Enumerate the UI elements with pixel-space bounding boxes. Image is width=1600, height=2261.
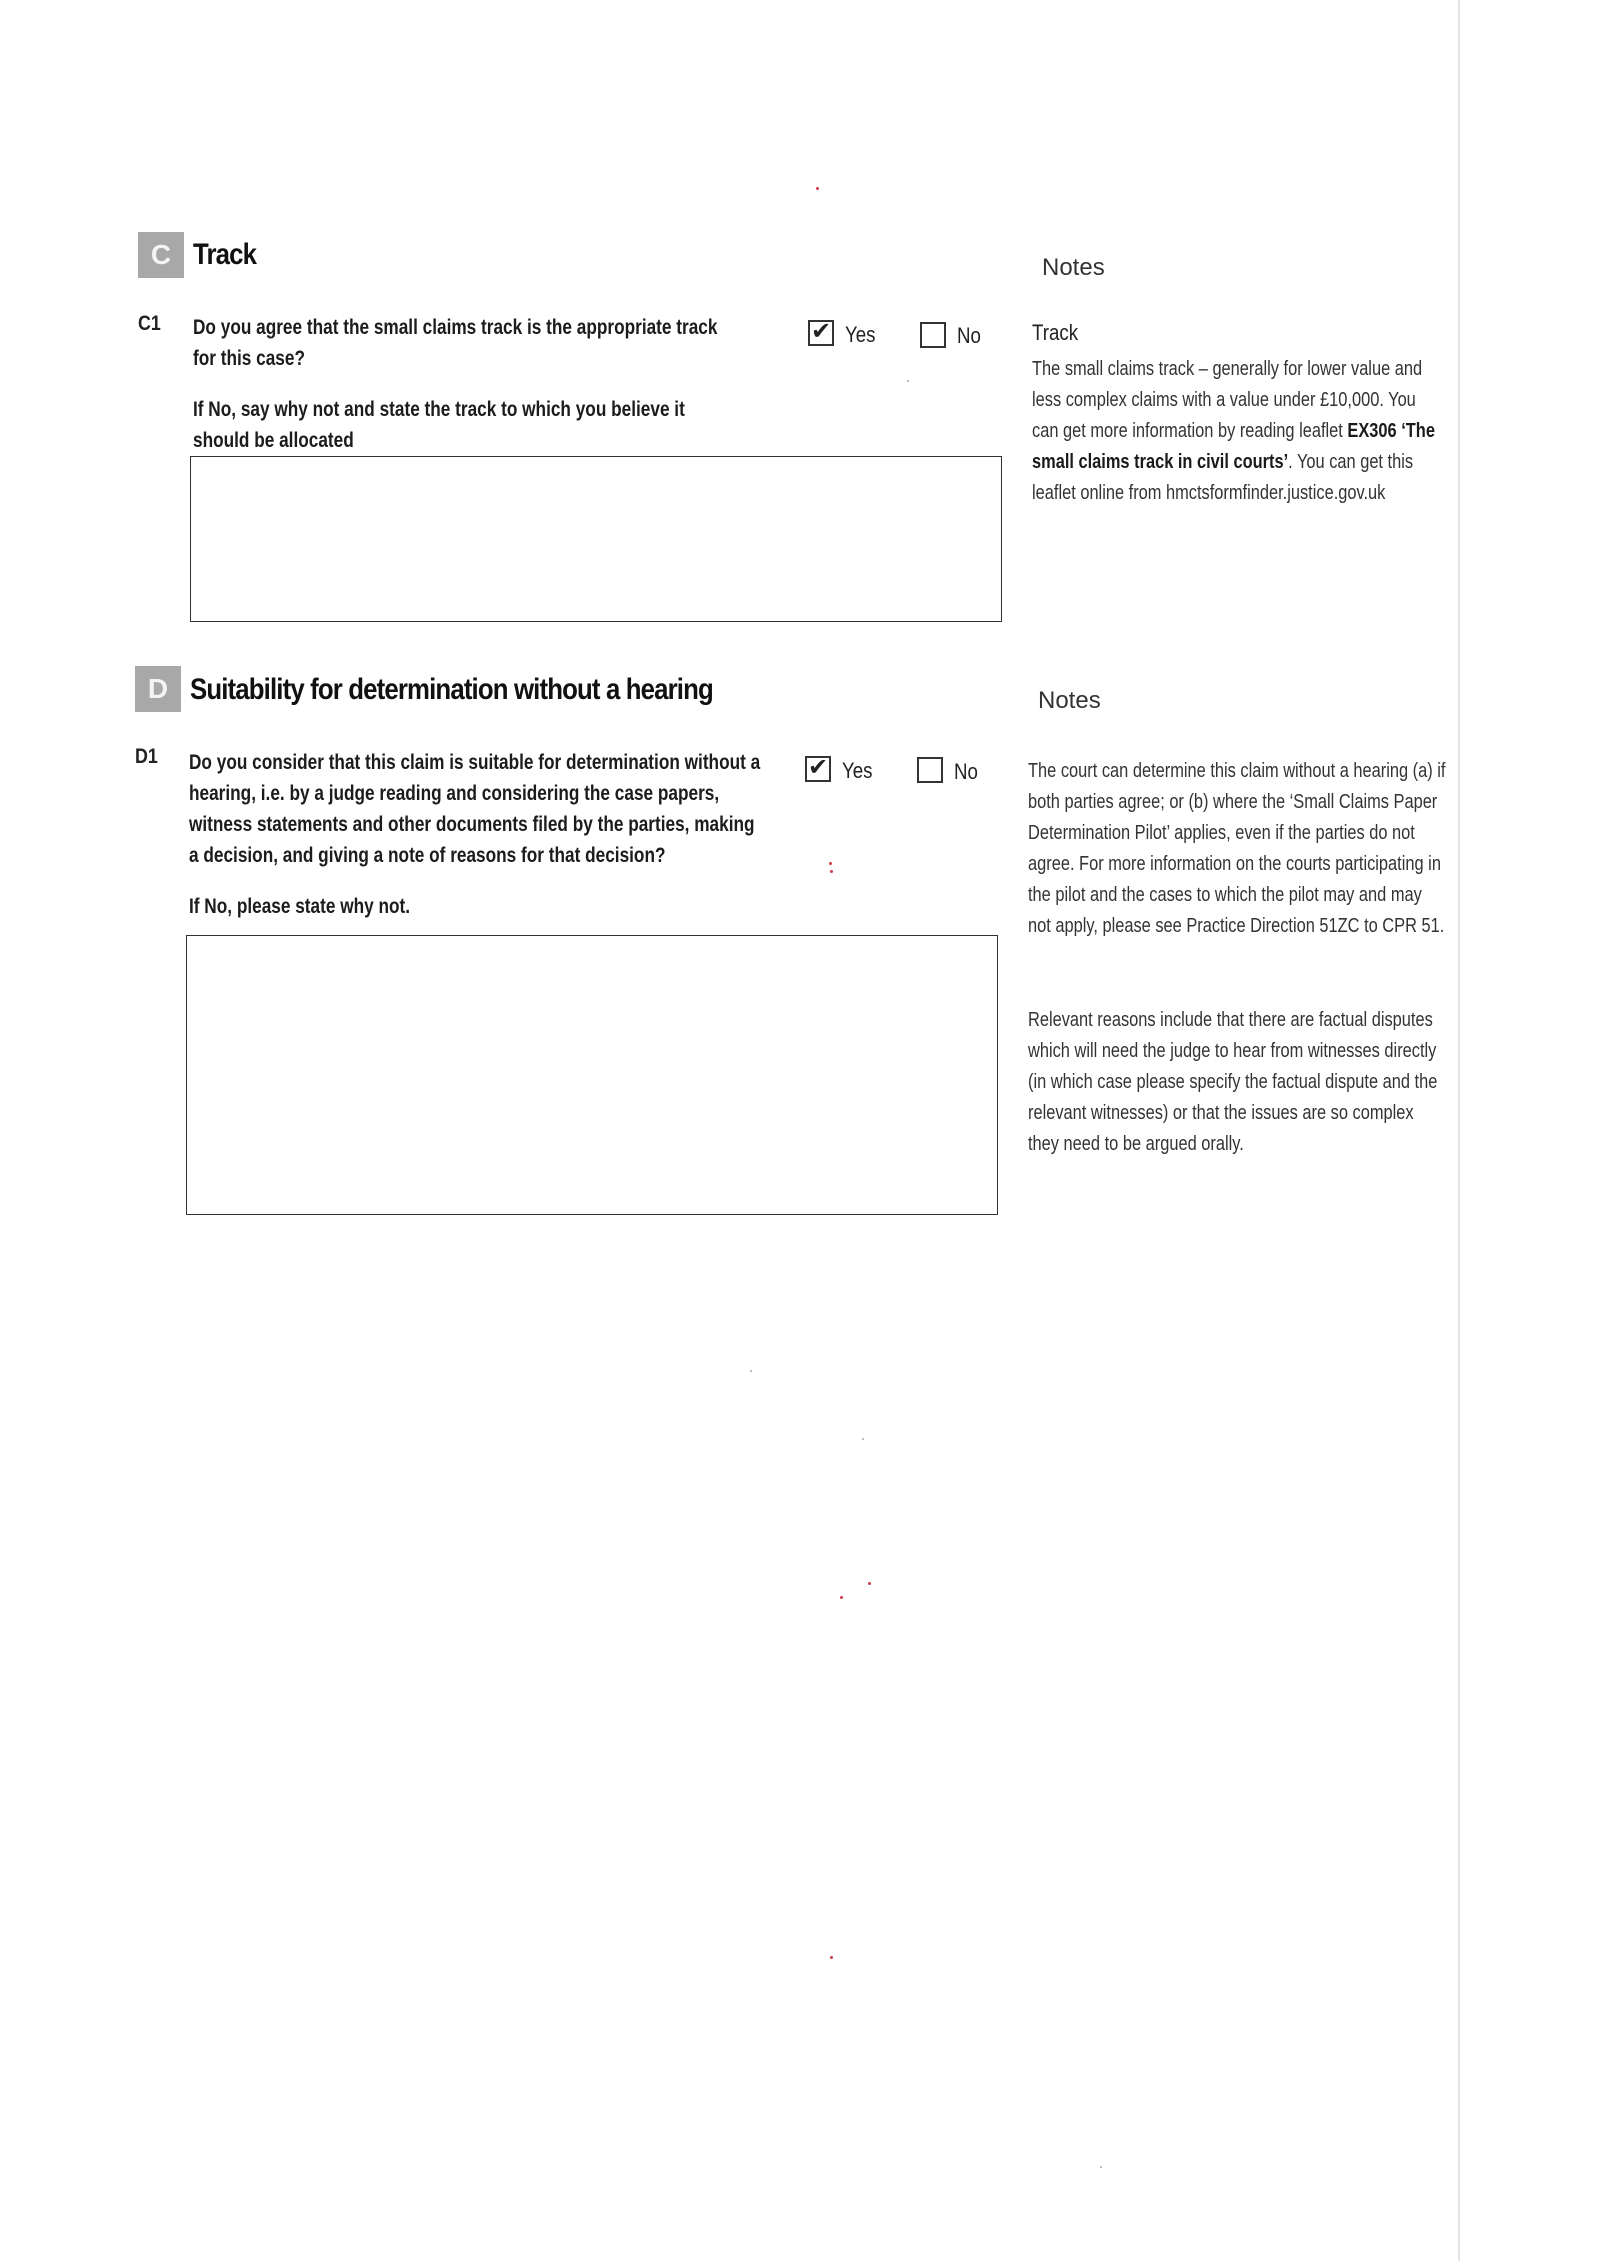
section-d-notes-heading: Notes bbox=[1038, 687, 1101, 714]
question-d1-subtext: If No, please state why not. bbox=[189, 895, 411, 918]
question-c1-number: C1 bbox=[138, 312, 161, 335]
section-d-title: Suitability for determination without a hearing bbox=[190, 673, 713, 706]
scan-speck bbox=[829, 862, 832, 865]
section-d-note-para-2: Relevant reasons include that there are factual disputes which will need the judge to hear from witnesses directly (in which case please specify the factual dispute and the relevant witnesses) or that the issues are so complex they need to be argued orally. bbox=[1028, 1009, 1438, 1155]
d1-yes-checkbox[interactable] bbox=[805, 756, 831, 782]
scan-speck bbox=[750, 1370, 752, 1372]
section-c-note-text: The small claims track – generally for lower value and less complex claims with a value under £10,000. You can get more information by reading leaflet EX306 ‘The small claims track in civil courts’. You can get this leaflet online from hmctsformfinder.justice.gov.uk bbox=[1032, 358, 1435, 504]
scan-speck bbox=[840, 1596, 843, 1599]
scan-speck bbox=[907, 380, 909, 382]
question-c1-text: Do you agree that the small claims track is the appropriate track for this case? bbox=[193, 316, 718, 370]
section-d-note-para-1: The court can determine this claim without a hearing (a) if both parties agree; or (b) where the ‘Small Claims Paper Determination Pilot’ applies, even if the parties do not agree. For more information on the courts participating in the pilot and the cases to which the pilot may and may not apply, please see Practice Direction 51ZC to CPR 51. bbox=[1028, 760, 1446, 937]
d1-no-label: No bbox=[954, 759, 978, 784]
scan-speck bbox=[830, 870, 833, 873]
section-c-title: Track bbox=[193, 238, 257, 271]
question-d1-number: D1 bbox=[135, 745, 158, 768]
scan-speck bbox=[830, 1956, 833, 1959]
section-c-badge: C bbox=[138, 232, 184, 278]
c1-yes-checkbox[interactable] bbox=[808, 320, 834, 346]
question-c1-subtext: If No, say why not and state the track to which you believe it should be allocated bbox=[193, 398, 685, 452]
scan-speck bbox=[816, 187, 819, 190]
check-mark-icon: ✔ bbox=[808, 754, 829, 781]
c1-no-label: No bbox=[957, 323, 981, 348]
c1-yes-label: Yes bbox=[845, 322, 876, 347]
question-d1-text: Do you consider that this claim is suitable for determination without a hearing, i.e. by a judge reading and considering the case papers, witness statements and other documents filed by the parties, making a decision, and giving a note of reasons for that decision? bbox=[189, 751, 761, 867]
section-c-notes-heading: Notes bbox=[1042, 254, 1105, 281]
c1-no-checkbox[interactable] bbox=[920, 322, 946, 348]
scan-speck bbox=[862, 1438, 864, 1440]
d1-yes-label: Yes bbox=[842, 758, 873, 783]
check-mark-icon: ✔ bbox=[811, 318, 832, 345]
c1-answer-box[interactable] bbox=[190, 456, 1002, 622]
scan-speck bbox=[1100, 2166, 1102, 2168]
leaflet-reference: EX306 ‘The small claims track in civil courts’ bbox=[1032, 420, 1435, 473]
page-edge bbox=[1458, 0, 1460, 2261]
section-c-note-title: Track bbox=[1032, 320, 1079, 345]
d1-answer-box[interactable] bbox=[186, 935, 998, 1215]
section-d-badge: D bbox=[135, 666, 181, 712]
d1-no-checkbox[interactable] bbox=[917, 757, 943, 783]
scan-speck bbox=[868, 1582, 871, 1585]
